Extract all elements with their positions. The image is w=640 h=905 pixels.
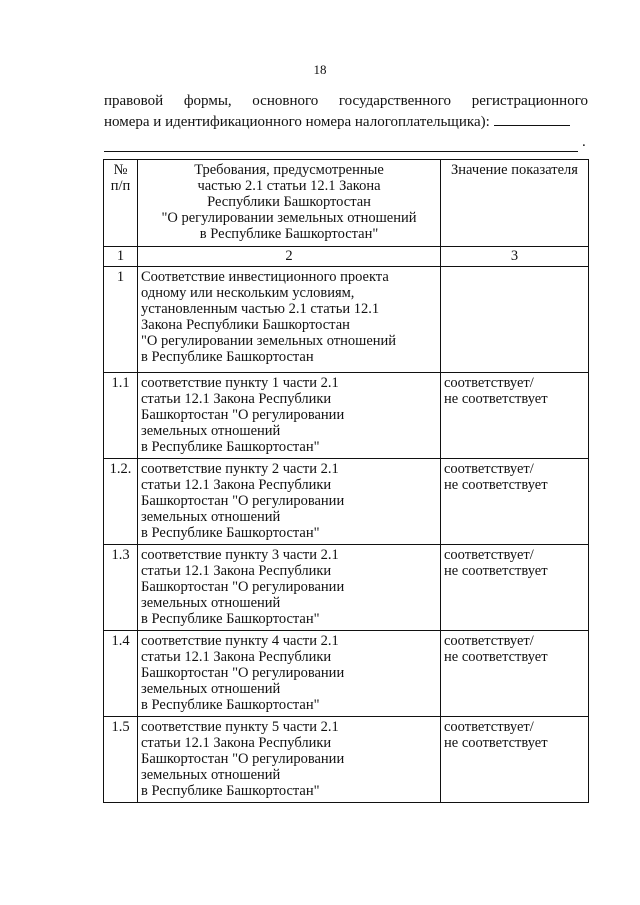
row-number: 1.5 [104, 717, 138, 803]
intro-line-3 [104, 132, 588, 152]
intro-line-2-text: номера и идентификационного номера налогоплательщика): [104, 114, 490, 130]
table-row [104, 545, 589, 631]
column-number-2: 2 [138, 247, 441, 267]
header-number: № п/п [104, 160, 138, 247]
table-row [104, 459, 589, 545]
fill-in-blank-1 [494, 111, 570, 126]
row-number: 1.1 [104, 373, 138, 459]
fill-in-blank-2 [104, 137, 578, 152]
row-requirement: Соответствие инвестиционного проекта одному или нескольким условиям, установленным частью 2.1 статьи 12.1 Закона Республики Башкортостан "О регулировании земельных отношений в Республике Башкортостан [138, 267, 441, 373]
table-row [104, 717, 589, 803]
intro-paragraph [104, 92, 588, 152]
intro-line-1: правовой формы, основного государственного регистрационного [104, 93, 588, 109]
table-row [104, 631, 589, 717]
intro-line-2 [104, 111, 588, 132]
row-value: соответствует/ не соответствует [441, 545, 589, 631]
page-number: 18 [313, 62, 327, 77]
header-requirements: Требования, предусмотренные частью 2.1 статьи 12.1 Закона Республики Башкортостан "О регулировании земельных отношений в Республике Башкортостан" [138, 160, 441, 247]
table-row [104, 267, 589, 373]
column-number-1: 1 [104, 247, 138, 267]
header-value: Значение показателя [441, 160, 589, 247]
table-header-row [104, 160, 589, 247]
row-value: соответствует/ не соответствует [441, 373, 589, 459]
row-requirement: соответствие пункту 1 части 2.1 статьи 12.1 Закона Республики Башкортостан "О регулировании земельных отношений в Республике Башкортостан" [138, 373, 441, 459]
row-number: 1 [104, 267, 138, 373]
column-number-3: 3 [441, 247, 589, 267]
row-number: 1.2. [104, 459, 138, 545]
row-value: соответствует/ не соответствует [441, 631, 589, 717]
table-row [104, 373, 589, 459]
row-requirement: соответствие пункту 5 части 2.1 статьи 12.1 Закона Республики Башкортостан "О регулировании земельных отношений в Республике Башкортостан" [138, 717, 441, 803]
row-number: 1.4 [104, 631, 138, 717]
row-requirement: соответствие пункту 2 части 2.1 статьи 12.1 Закона Республики Башкортостан "О регулировании земельных отношений в Республике Башкортостан" [138, 459, 441, 545]
row-requirement: соответствие пункту 3 части 2.1 статьи 12.1 Закона Республики Башкортостан "О регулировании земельных отношений в Республике Башкортостан" [138, 545, 441, 631]
row-number: 1.3 [104, 545, 138, 631]
row-value: соответствует/ не соответствует [441, 717, 589, 803]
row-requirement: соответствие пункту 4 части 2.1 статьи 12.1 Закона Республики Башкортостан "О регулировании земельных отношений в Республике Башкортостан" [138, 631, 441, 717]
row-value [441, 267, 589, 373]
column-number-row [104, 247, 589, 267]
row-value: соответствует/ не соответствует [441, 459, 589, 545]
intro-line-3-period: . [582, 134, 586, 150]
requirements-table [103, 159, 589, 803]
